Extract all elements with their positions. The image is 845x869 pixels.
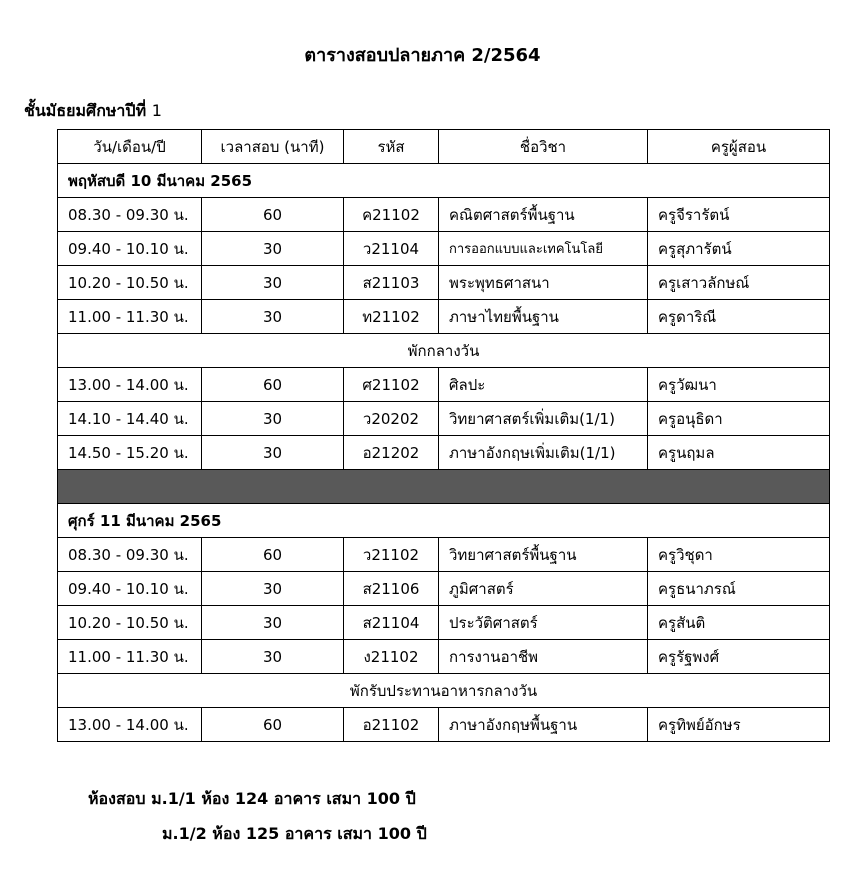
table-body [58,164,830,742]
exam-code: ส21104 [344,606,439,640]
exam-minutes: 30 [202,402,344,436]
exam-time: 10.20 - 10.50 น. [58,266,202,300]
exam-subject: ประวัติศาสตร์ [439,606,648,640]
table-row [58,640,830,674]
exam-subject: พระพุทธศาสนา [439,266,648,300]
exam-room-line-2: ม.1/2 ห้อง 125 อาคาร เสมา 100 ปี [162,824,427,843]
exam-minutes: 30 [202,606,344,640]
header-code: รหัส [344,130,439,164]
exam-subject: วิทยาศาสตร์เพิ่มเติม(1/1) [439,402,648,436]
exam-code: ว21102 [344,538,439,572]
header-teacher: ครูผู้สอน [648,130,830,164]
exam-time: 08.30 - 09.30 น. [58,198,202,232]
exam-time: 11.00 - 11.30 น. [58,300,202,334]
exam-time: 09.40 - 10.10 น. [58,572,202,606]
exam-code: ว21104 [344,232,439,266]
exam-time: 13.00 - 14.00 น. [58,708,202,742]
exam-time: 13.00 - 14.00 น. [58,368,202,402]
exam-subject: ภูมิศาสตร์ [439,572,648,606]
grade-level-label: ชั้นมัธยมศึกษาปีที่ [24,101,147,120]
header-time: เวลาสอบ (นาที) [202,130,344,164]
exam-code: ค21102 [344,198,439,232]
break-label: พักรับประทานอาหารกลางวัน [58,674,830,708]
exam-subject: การออกแบบและเทคโนโลยี [439,232,648,266]
exam-subject: ภาษาไทยพื้นฐาน [439,300,648,334]
exam-code: ว20202 [344,402,439,436]
header-date: วัน/เดือน/ปี [58,130,202,164]
exam-time: 09.40 - 10.10 น. [58,232,202,266]
day-row [58,164,830,198]
exam-code: ส21103 [344,266,439,300]
table-row [58,708,830,742]
exam-subject: วิทยาศาสตร์พื้นฐาน [439,538,648,572]
exam-subject: คณิตศาสตร์พื้นฐาน [439,198,648,232]
exam-minutes: 60 [202,198,344,232]
exam-teacher: ครูอนุธิดา [648,402,830,436]
exam-minutes: 30 [202,640,344,674]
break-label: พักกลางวัน [58,334,830,368]
exam-time: 14.50 - 15.20 น. [58,436,202,470]
exam-schedule-table [57,129,830,742]
exam-code: ท21102 [344,300,439,334]
exam-minutes: 60 [202,708,344,742]
table-row [58,198,830,232]
table-row [58,572,830,606]
exam-teacher: ครูเสาวลักษณ์ [648,266,830,300]
break-row [58,674,830,708]
break-row [58,334,830,368]
exam-code: ศ21102 [344,368,439,402]
exam-code: อ21102 [344,708,439,742]
table-row [58,606,830,640]
exam-minutes: 30 [202,436,344,470]
exam-subject: ศิลปะ [439,368,648,402]
exam-time: 14.10 - 14.40 น. [58,402,202,436]
exam-teacher: ครูวัฒนา [648,368,830,402]
exam-teacher: ครูสันติ [648,606,830,640]
table-row [58,436,830,470]
exam-teacher: ครูรัฐพงศ์ [648,640,830,674]
exam-code: ง21102 [344,640,439,674]
table-row [58,402,830,436]
table-row [58,538,830,572]
day-separator [58,470,830,504]
exam-time: 08.30 - 09.30 น. [58,538,202,572]
separator-bar [58,470,830,504]
table-row [58,266,830,300]
exam-code: อ21202 [344,436,439,470]
page-title: ตารางสอบปลายภาค 2/2564 [304,45,541,66]
exam-minutes: 30 [202,300,344,334]
exam-minutes: 60 [202,538,344,572]
exam-subject: ภาษาอังกฤษพื้นฐาน [439,708,648,742]
exam-code: ส21106 [344,572,439,606]
grade-level [24,99,162,124]
exam-time: 10.20 - 10.50 น. [58,606,202,640]
exam-subject: ภาษาอังกฤษเพิ่มเติม(1/1) [439,436,648,470]
exam-teacher: ครูธนาภรณ์ [648,572,830,606]
day-row [58,504,830,538]
exam-subject: การงานอาชีพ [439,640,648,674]
table-row [58,300,830,334]
exam-teacher: ครูจีรารัตน์ [648,198,830,232]
exam-minutes: 30 [202,232,344,266]
table-header-row [58,130,830,164]
exam-time: 11.00 - 11.30 น. [58,640,202,674]
exam-teacher: ครูสุภารัตน์ [648,232,830,266]
exam-room-line-1: ห้องสอบ ม.1/1 ห้อง 124 อาคาร เสมา 100 ปี [88,789,416,808]
exam-minutes: 60 [202,368,344,402]
exam-minutes: 30 [202,572,344,606]
day-label: ศุกร์ 11 มีนาคม 2565 [58,504,830,538]
exam-teacher: ครูทิพย์อักษร [648,708,830,742]
exam-teacher: ครูนฤมล [648,436,830,470]
exam-teacher: ครูวิชุดา [648,538,830,572]
table-row [58,368,830,402]
table-row [58,232,830,266]
exam-minutes: 30 [202,266,344,300]
grade-level-number: 1 [151,101,162,120]
day-label: พฤหัสบดี 10 มีนาคม 2565 [58,164,830,198]
header-subject: ชื่อวิชา [439,130,648,164]
exam-teacher: ครูดาริณี [648,300,830,334]
